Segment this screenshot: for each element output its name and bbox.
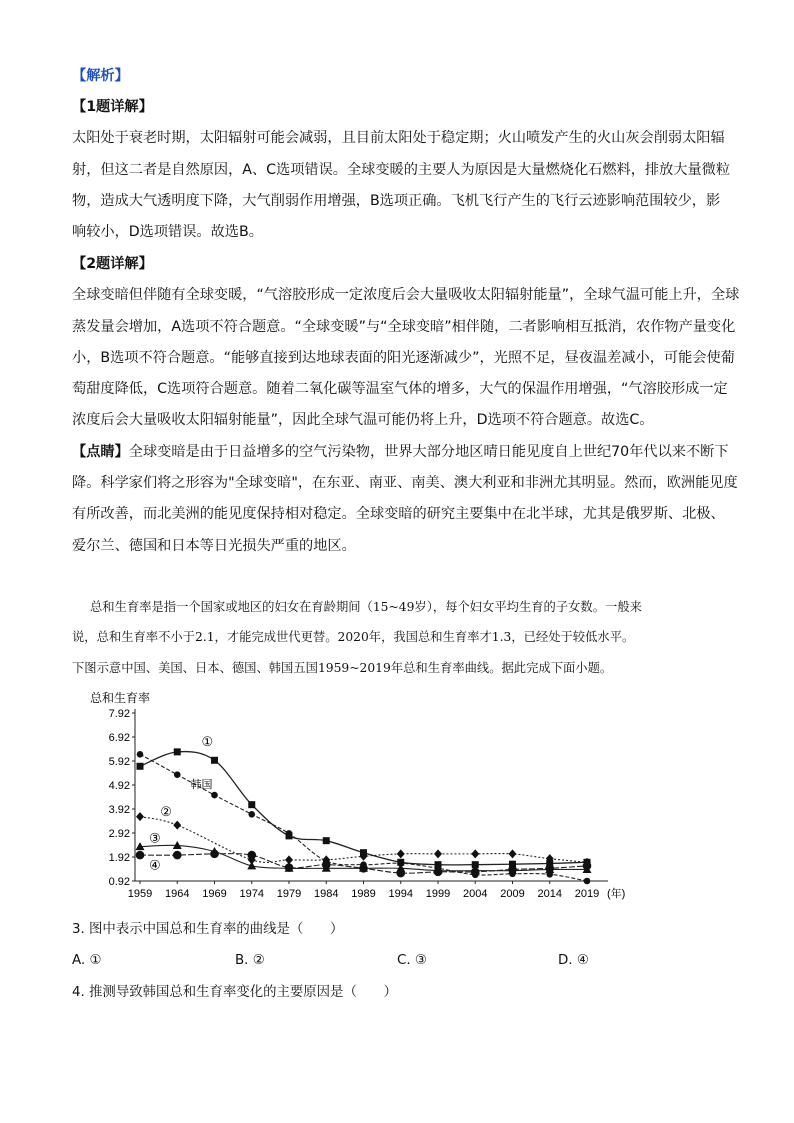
x-tick-label: 1989 (351, 888, 376, 900)
x-tick-label: 2004 (463, 888, 488, 900)
y-tick-label: 4.92 (108, 780, 130, 792)
question-4: 4. 推测导致韩国总和生育率变化的主要原因是（ ） (72, 985, 398, 1000)
data-point (545, 864, 554, 873)
data-point (136, 851, 145, 860)
q2-heading: 【2题详解】 (72, 256, 153, 272)
option-c[interactable]: C. ③ (397, 953, 427, 968)
data-point (285, 855, 293, 864)
data-point (248, 811, 255, 818)
y-tick-label: 0.92 (108, 876, 130, 888)
tip-label: 【点睛】 (72, 444, 129, 460)
tip-line: 有所改善，而北美洲的能见度保持相对稳定。全球变暗的研究主要集中在北半球，尤其是俄罗斯、北极、 (72, 506, 725, 522)
q2-line: 蒸发量会增加，A选项不符合题意。“全球变暖”与“全球变暗”相伴随，二者影响相互抵消，农作物产量变化 (72, 319, 736, 335)
q1-heading: 【1题详解】 (72, 99, 153, 115)
data-point (584, 878, 591, 885)
data-point (173, 821, 181, 830)
x-tick-label: 1994 (388, 888, 413, 900)
x-tick-label: 1984 (314, 888, 339, 900)
data-point (211, 757, 218, 764)
y-tick-label: 6.92 (108, 732, 130, 744)
data-point (434, 868, 443, 877)
series-label: 韩国 (190, 778, 213, 791)
tip-line-first (72, 442, 732, 462)
q2-line: 小，B选项不符合题意。“能够直接到达地球表面的阳光逐渐减少”，光照不足，昼夜温差减小，可能会使葡 (72, 350, 735, 366)
data-point (509, 849, 517, 858)
series-label: ① (201, 733, 214, 749)
series-line (140, 752, 587, 865)
y-axis-label: 总和生育率 (90, 691, 151, 705)
x-tick-label: 1964 (165, 888, 190, 900)
option-a[interactable]: A. ① (72, 953, 102, 968)
data-point (471, 849, 479, 858)
data-point (434, 849, 442, 858)
x-tick-label: 1974 (239, 888, 264, 900)
data-point (471, 868, 480, 877)
tip-text: 全球变暗是由于日益增多的空气污染物，世界大部分地区晴日能见度自上世纪70年代以来不断下 (128, 444, 729, 460)
x-tick-label: 1999 (425, 888, 451, 900)
q1-line: 太阳处于衰老时期，太阳辐射可能会减弱，且目前太阳处于稳定期；火山喷发产生的火山灰会削弱太阳辐 (72, 130, 725, 146)
q1-line: 射，但这二者是自然原因，A、C选项错误。全球变暖的主要人为原因是大量燃烧化石燃料，排放大量微粒 (72, 162, 731, 178)
x-tick-label: 2019 (574, 888, 600, 900)
y-tick-label: 3.92 (108, 804, 130, 816)
series-label: ② (160, 804, 172, 820)
data-point (174, 771, 181, 778)
intro-line: 总和生育率是指一个国家或地区的妇女在育龄期间（15~49岁），每个妇女平均生育的子女数。一般来 (90, 600, 642, 614)
analysis-heading: 【解析】 (72, 68, 129, 84)
y-tick-label: 1.92 (108, 852, 130, 864)
data-point (248, 801, 255, 808)
q1-line: 物，造成大气透明度下降，大气削弱作用增强，B选项正确。飞机飞行产生的飞行云迹影响范围较少，影 (72, 193, 721, 209)
q1-line: 响较小，D选项错误。故选B。 (72, 224, 263, 240)
data-point (137, 751, 144, 758)
data-point (322, 860, 331, 869)
x-tick-label: 2009 (500, 888, 525, 900)
data-point (210, 850, 219, 859)
data-point (174, 748, 181, 755)
data-point (211, 792, 218, 799)
fertility-rate-chart (82, 690, 626, 910)
data-point (396, 869, 405, 878)
y-tick-label: 5.92 (108, 756, 130, 768)
y-tick-label: 2.92 (108, 828, 130, 840)
data-point (583, 862, 592, 871)
x-tick-label: 1959 (127, 888, 153, 900)
series-label: ④ (149, 857, 161, 873)
q2-line: 全球变暗但伴随有全球变暖，“气溶胶形成一定浓度后会大量吸收太阳辐射能量”，全球气温可能上升，全球 (72, 287, 740, 303)
data-point (323, 837, 330, 844)
x-tick-label: 1969 (202, 888, 227, 900)
data-point (397, 849, 405, 858)
data-point (247, 851, 256, 860)
data-point (173, 851, 182, 860)
option-d[interactable]: D. ④ (558, 953, 589, 968)
x-tick-label: 1979 (276, 888, 302, 900)
x-tick-label: 2014 (537, 888, 562, 900)
data-point (137, 763, 144, 770)
q2-line: 萄甜度降低，C选项符合题意。随着二氧化碳等温室气体的增多，大气的保温作用增强，“气溶胶形成一定 (72, 381, 728, 397)
y-tick-label: 7.92 (108, 708, 130, 720)
x-axis-unit: (年) (607, 888, 626, 900)
data-point (508, 865, 517, 874)
tip-line: 降。科学家们将之形容为"全球变暗"，在东亚、南亚、南美、澳大利亚和非洲尤其明显。然而，欧洲能见度 (72, 475, 738, 491)
tip-line: 爱尔兰、德国和日本等日光损失严重的地区。 (72, 538, 356, 554)
intro-line: 下图示意中国、美国、日本、德国、韩国五国1959~2019年总和生育率曲线。据此完成下面小题。 (72, 661, 613, 675)
data-point (359, 864, 368, 873)
intro-line: 说，总和生育率不小于2.1，才能完成世代更替。2020年，我国总和生育率才1.3，已经处于较低水平。 (72, 630, 635, 644)
series-label: ③ (149, 830, 161, 846)
question-3: 3. 图中表示中国总和生育率的曲线是（ ） (72, 922, 344, 937)
q2-line: 浓度后会大量吸收太阳辐射能量”，因此全球气温可能仍将上升，D选项不符合题意。故选C。 (72, 412, 654, 428)
data-point (286, 830, 293, 837)
data-point (285, 863, 294, 872)
data-point (136, 812, 144, 821)
option-b[interactable]: B. ② (235, 953, 265, 968)
